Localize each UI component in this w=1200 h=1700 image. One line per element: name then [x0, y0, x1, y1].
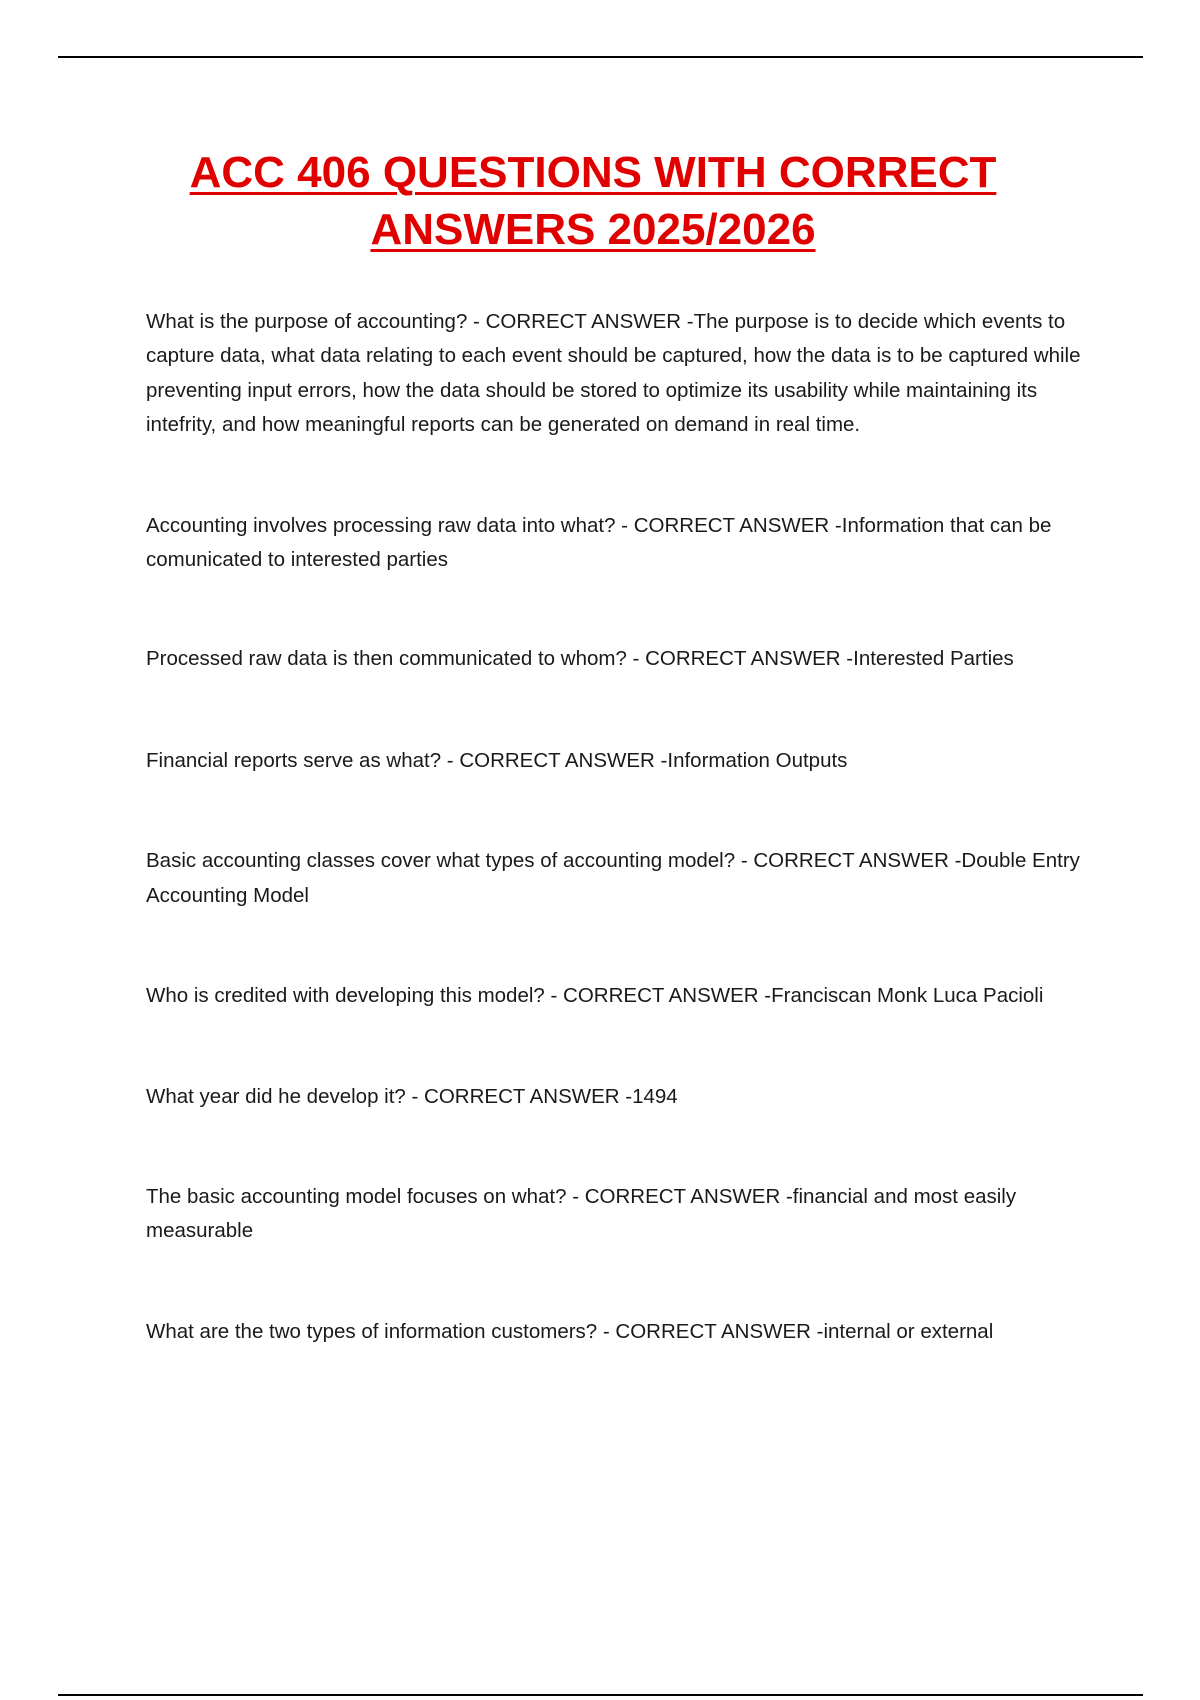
- qa-item-model-focus: The basic accounting model focuses on what? - CORRECT ANSWER -financial and most easily measurable: [146, 1184, 1017, 1243]
- qa-item-development-year: What year did he develop it? - CORRECT ANSWER -1494: [146, 1085, 678, 1109]
- qa-item-financial-reports: Financial reports serve as what? - CORRECT ANSWER -Information Outputs: [146, 748, 848, 772]
- title-line-2: ANSWERS 2025/2026: [370, 205, 816, 254]
- top-divider: [58, 56, 1143, 58]
- qa-item-raw-data-processing: Accounting involves processing raw data into what? - CORRECT ANSWER -Information that can be comunicated to interested parties: [146, 513, 1052, 572]
- qa-list: [146, 305, 1096, 1349]
- qa-item-model-developer: Who is credited with developing this model? - CORRECT ANSWER -Franciscan Monk Luca Pacioli: [146, 984, 1044, 1008]
- qa-item-purpose-of-accounting: What is the purpose of accounting? - CORRECT ANSWER -The purpose is to decide which events to capture data, what data relating to each event should be captured, how the data is to be captured while preventing input errors, how the data should be stored to optimize its usability while maintaining its intefrity, and how meaningful reports can be generated on demand in real time.: [146, 310, 1081, 437]
- document-title: [58, 144, 1128, 258]
- qa-item-accounting-model: Basic accounting classes cover what types of accounting model? - CORRECT ANSWER -Double Entry Accounting Model: [146, 849, 1080, 907]
- bottom-divider: [58, 1694, 1143, 1696]
- qa-item-communicated-to-whom: Processed raw data is then communicated to whom? - CORRECT ANSWER -Interested Parties: [146, 647, 1014, 671]
- title-line-1: ACC 406 QUESTIONS WITH CORRECT: [189, 148, 997, 197]
- qa-item-information-customers: What are the two types of information customers? - CORRECT ANSWER -internal or external: [146, 1319, 994, 1343]
